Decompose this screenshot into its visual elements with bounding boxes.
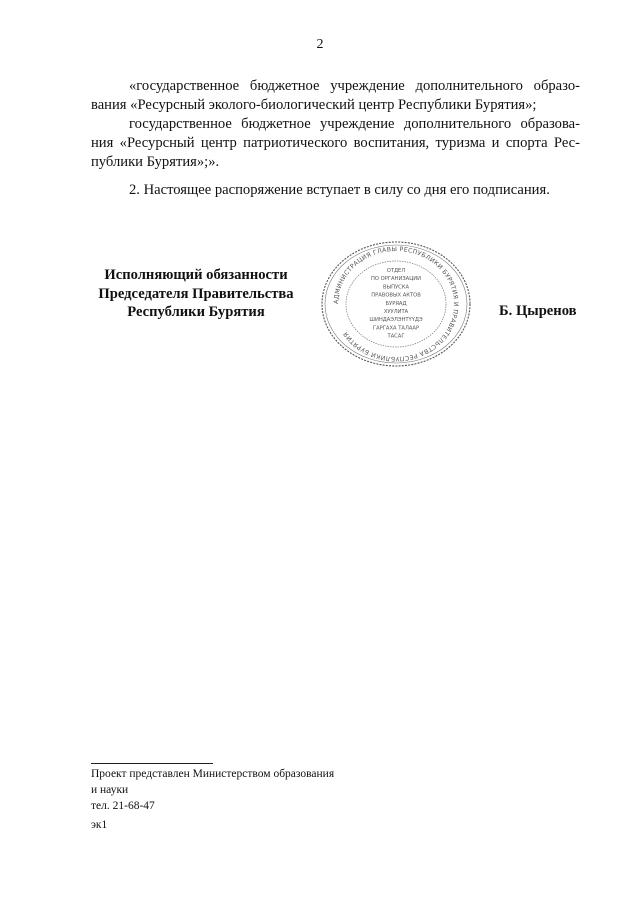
- footnote: [91, 766, 334, 814]
- stamp-inner-line: ПРАВОВЫХ АКТОВ: [371, 292, 421, 299]
- stamp-ring-text: АДМИНИСТРАЦИЯ ГЛАВЫ РЕСПУБЛИКИ БУРЯТИЯ И ПРАВИТЕЛЬСТВА РЕСПУБЛИКИ БУРЯТИЯ: [332, 245, 460, 363]
- footnote-divider: [91, 763, 213, 764]
- signatory-name: Б. Цыренов: [499, 303, 577, 319]
- footnote-line-1: Проект представлен Министерством образования: [91, 768, 335, 780]
- stamp-inner-line: ТАСАГ: [387, 333, 405, 340]
- stamp-inner-line: ОТДЕЛ: [386, 268, 406, 274]
- paragraph-2-line-3: публики Бурятия»;».: [91, 154, 220, 170]
- page-number: 2: [316, 37, 324, 52]
- stamp-inner-line: ПО ОРГАНИЗАЦИИ: [370, 276, 422, 283]
- paragraph-1: [91, 77, 580, 115]
- stamp-inner-text: [369, 268, 423, 340]
- signatory-title-line-1: Исполняющий обязанности: [104, 267, 288, 283]
- signatory-title: [83, 266, 309, 322]
- paragraph-1-line-2: вания «Ресурсный эколого-биологический центр Республики Бурятия»;: [91, 97, 537, 113]
- paragraph-2: [91, 115, 580, 172]
- paragraph-3-line-1: 2. Настоящее распоряжение вступает в силу со дня его подписания.: [129, 182, 550, 198]
- stamp-inner-line: ШИНДАЭЛЭНТҮҮДЭ: [369, 317, 423, 324]
- signatory-title-line-2: Председателя Правительства: [98, 285, 294, 302]
- paragraph-3: [91, 181, 580, 200]
- stamp-inner-line: ХУУЛИТА: [383, 309, 409, 315]
- paragraph-1-line-1: «государственное бюджетное учреждение дополнительного образо-: [129, 78, 580, 94]
- stamp-inner-line: ВЫПУСКА: [382, 284, 410, 291]
- paragraph-2-line-1: государственное бюджетное учреждение дополнительного образова-: [129, 116, 580, 132]
- stamp-inner-line: ГАРГАХА ТАЛААР: [372, 325, 420, 332]
- footnote-line-2: и науки: [91, 784, 129, 796]
- official-seal-stamp: [318, 238, 474, 370]
- signatory-title-line-3: Республики Бурятия: [127, 304, 265, 320]
- document-code: эк1: [91, 819, 108, 831]
- stamp-inner-line: БУРЯАД: [385, 300, 407, 307]
- footnote-line-3: тел. 21-68-47: [91, 800, 155, 812]
- paragraph-2-line-2: ния «Ресурсный центр патриотического воспитания, туризма и спорта Рес-: [91, 135, 580, 151]
